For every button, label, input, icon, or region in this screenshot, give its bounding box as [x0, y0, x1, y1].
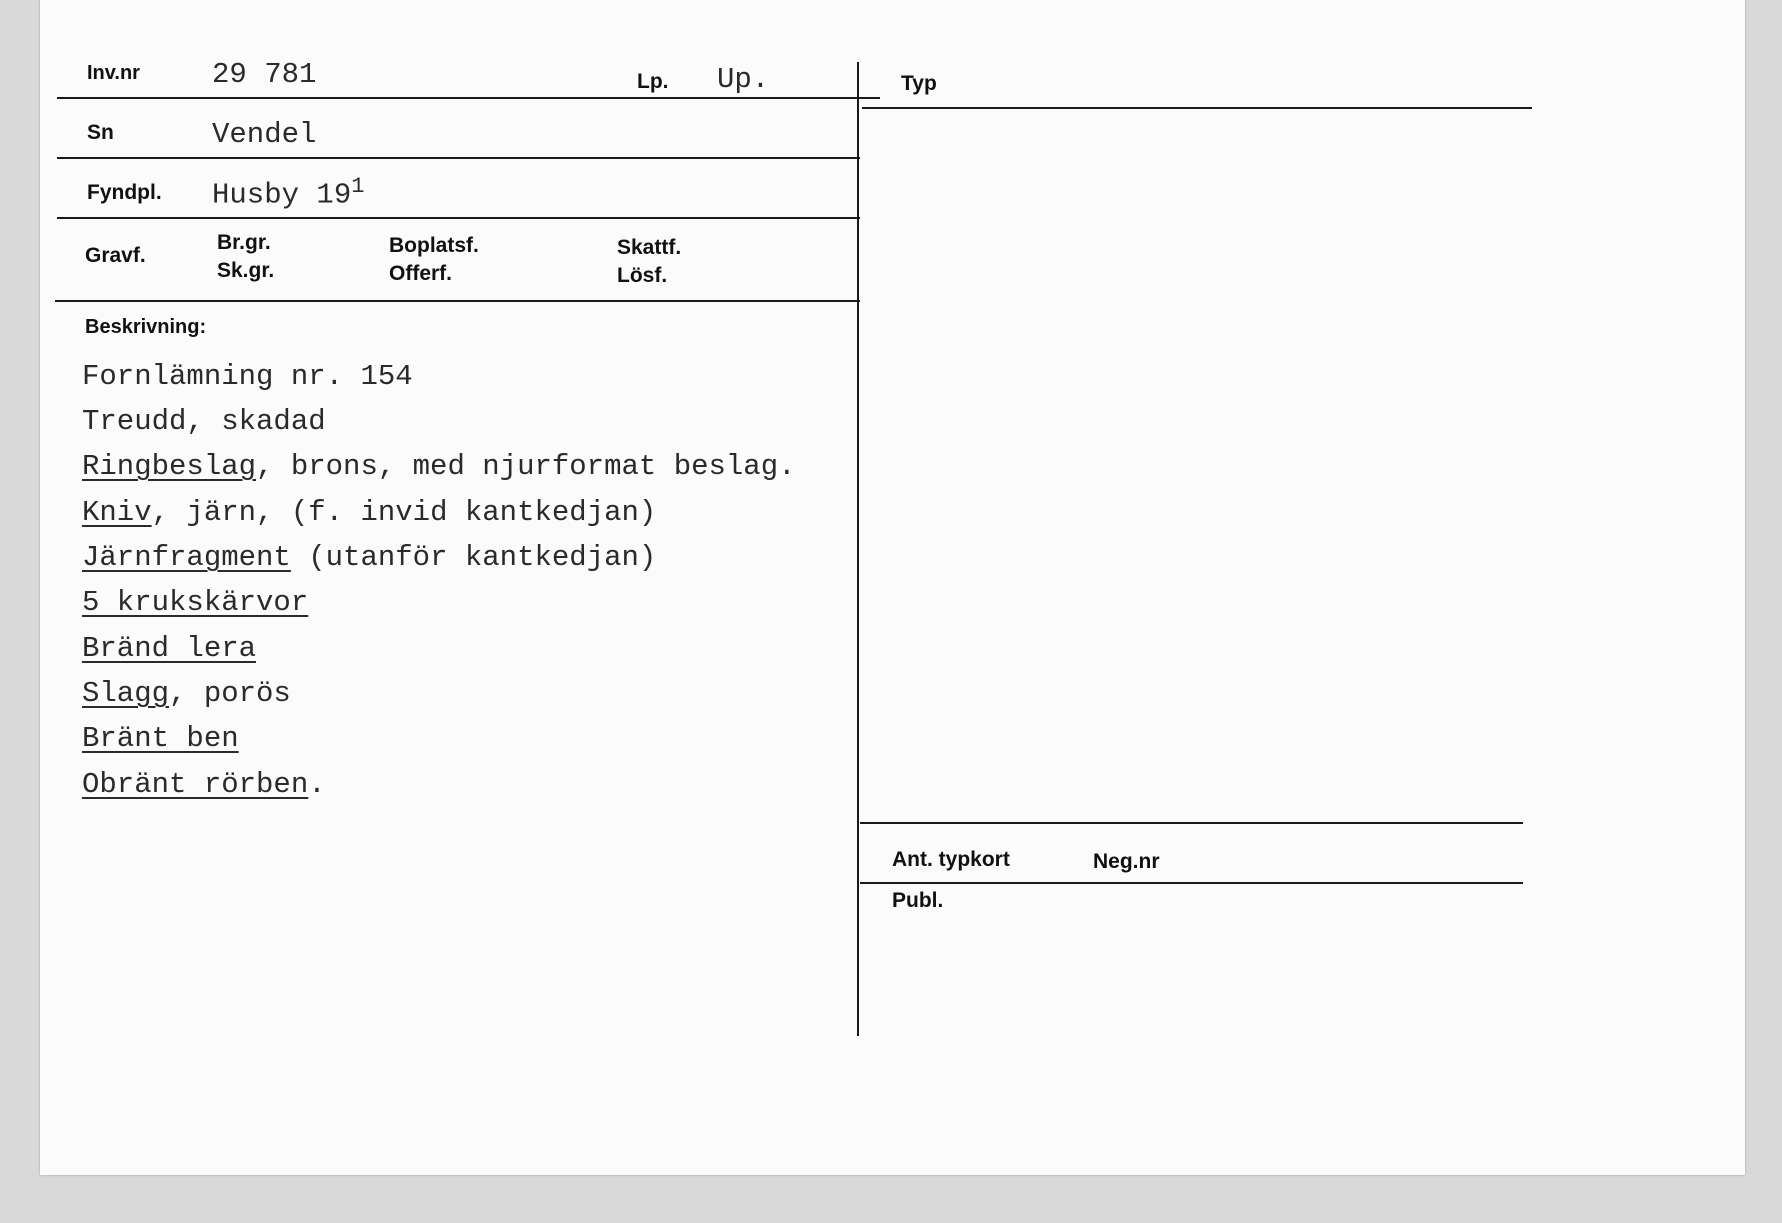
- desc-underlined: Ringbeslag: [82, 450, 257, 483]
- desc-text: , järn, (f. invid kantkedjan): [151, 496, 657, 529]
- gravf-label: Gravf.: [85, 244, 146, 267]
- desc-line: [82, 360, 413, 393]
- beskrivning-label: Beskrivning:: [85, 316, 207, 338]
- desc-line: [82, 677, 291, 710]
- sn-label: Sn: [87, 121, 114, 144]
- desc-text: Treudd, skadad: [82, 405, 326, 438]
- brgr-label: Br.gr.: [217, 231, 271, 254]
- rule-ant: [860, 822, 1523, 824]
- ant-typkort-label: Ant. typkort: [892, 848, 1010, 871]
- typ-label: Typ: [901, 72, 937, 95]
- desc-text: , porös: [169, 677, 291, 710]
- column-divider: [857, 62, 859, 1036]
- skattf-label: Skattf.: [617, 236, 682, 259]
- desc-line: [82, 450, 796, 483]
- lp-label: Lp.: [637, 70, 669, 93]
- desc-line: [82, 586, 308, 619]
- desc-line: [82, 496, 656, 529]
- desc-underlined: Bränt ben: [82, 722, 239, 755]
- desc-underlined: Kniv: [82, 496, 152, 529]
- desc-line: [82, 405, 326, 438]
- catalog-card: [40, 0, 1745, 1175]
- desc-text: Fornlämning nr. 154: [82, 360, 413, 393]
- rule-publ: [860, 882, 1523, 884]
- desc-line: [82, 541, 656, 574]
- desc-text: , brons, med njurformat beslag.: [256, 450, 796, 483]
- inv-value: 29 781: [212, 58, 317, 91]
- desc-text: .: [308, 768, 326, 801]
- desc-underlined: Järnfragment: [82, 541, 291, 574]
- desc-underlined: Bränd lera: [82, 632, 257, 665]
- rule-inv: [57, 97, 880, 99]
- losf-label: Lösf.: [617, 264, 668, 287]
- sn-value: Vendel: [212, 118, 317, 151]
- publ-label: Publ.: [892, 889, 944, 912]
- negnr-label: Neg.nr: [1093, 850, 1160, 873]
- fyndpl-superscript: 1: [351, 174, 365, 199]
- desc-underlined: Slagg: [82, 677, 170, 710]
- offerf-label: Offerf.: [389, 262, 452, 285]
- rule-sn: [57, 157, 860, 159]
- fyndpl-label: Fyndpl.: [87, 181, 162, 204]
- desc-line: [82, 722, 239, 755]
- inv-label: Inv.nr: [87, 62, 140, 84]
- desc-text: (utanför kantkedjan): [290, 541, 657, 574]
- skgr-label: Sk.gr.: [217, 259, 275, 282]
- lp-value: Up.: [717, 63, 770, 96]
- desc-underlined: 5 krukskärvor: [82, 586, 309, 619]
- rule-fyndpl: [57, 217, 860, 219]
- desc-line: [82, 768, 326, 801]
- rule-typ: [862, 107, 1532, 109]
- desc-underlined: Obränt rörben: [82, 768, 309, 801]
- boplatsf-label: Boplatsf.: [389, 234, 479, 257]
- desc-line: [82, 632, 256, 665]
- rule-gravf: [55, 300, 860, 302]
- fyndpl-text: Husby 19: [212, 178, 352, 212]
- fyndpl-value: [212, 174, 364, 212]
